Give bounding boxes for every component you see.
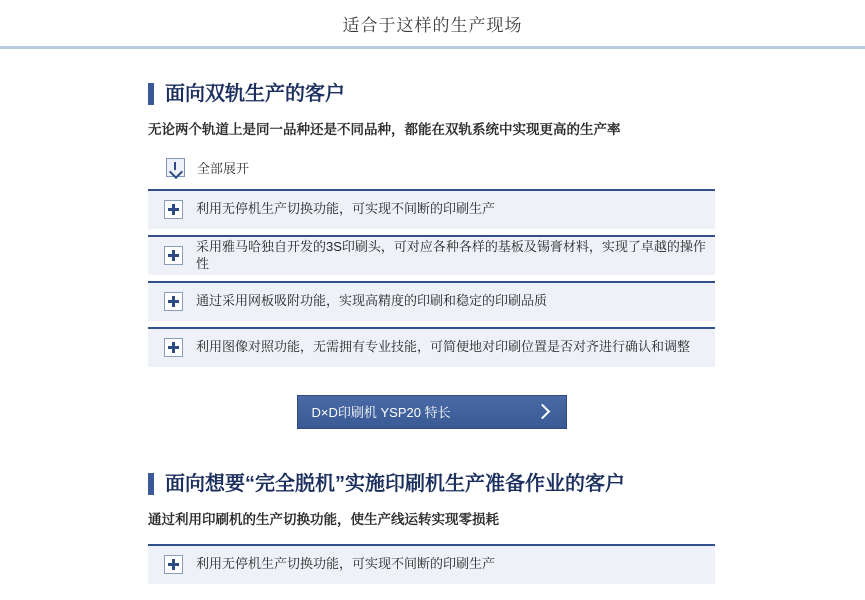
plus-icon [164, 338, 183, 357]
heading-accent-bar [148, 83, 154, 105]
plus-icon [164, 246, 183, 265]
plus-icon [164, 200, 183, 219]
section-lead-text: 无论两个轨道上是同一品种还是不同品种，都能在双轨系统中实现更高的生产率 [148, 122, 621, 137]
accordion-item[interactable] [148, 327, 715, 367]
section-title: 面向双轨生产的客户 [165, 83, 345, 105]
page-title: 适合于这样的生产现场 [342, 15, 523, 35]
accordion-item-label: 利用无停机生产切换功能，可实现不间断的印刷生产 [196, 201, 496, 217]
plus-icon [164, 555, 183, 574]
accordion-list-dual-lane [148, 189, 715, 367]
plus-icon [164, 292, 183, 311]
expand-all-button[interactable] [148, 154, 715, 187]
accordion-list-offline-setup [148, 544, 715, 584]
heading-accent-bar [148, 473, 154, 495]
download-arrow-icon [166, 158, 185, 177]
section-heading [148, 83, 715, 105]
accordion-item[interactable] [148, 189, 715, 229]
accordion-item-label: 采用雅马哈独自开发的3S印刷头，可对应各种各样的基板及锡膏材料，实现了卓越的操作性 [196, 239, 706, 271]
section-title: 面向想要“完全脱机”实施印刷机生产准备作业的客户 [165, 472, 625, 495]
cta-container [148, 395, 715, 429]
accordion-item-label: 利用图像对照功能，无需拥有专业技能，可简便地对印刷位置是否对齐进行确认和调整 [196, 339, 691, 355]
product-detail-button[interactable] [297, 395, 567, 429]
page-banner [0, 0, 865, 49]
accordion-item[interactable] [148, 544, 715, 584]
section-offline-setup [0, 429, 865, 584]
accordion-item[interactable] [148, 281, 715, 321]
accordion-item[interactable] [148, 235, 715, 275]
expand-all-label: 全部展开 [197, 160, 250, 176]
section-dual-lane [0, 49, 865, 429]
accordion-item-label: 利用无停机生产切换功能，可实现不间断的印刷生产 [196, 556, 496, 572]
chevron-right-icon [534, 404, 550, 420]
product-detail-label: D×D印刷机 YSP20 特长 [311, 405, 451, 421]
main-content [0, 49, 865, 584]
section-lead-text: 通过利用印刷机的生产切换功能，使生产线运转实现零损耗 [148, 511, 499, 527]
accordion-item-label: 通过采用网板吸附功能，实现高精度的印刷和稳定的印刷品质 [196, 293, 548, 309]
section-heading [148, 473, 715, 495]
